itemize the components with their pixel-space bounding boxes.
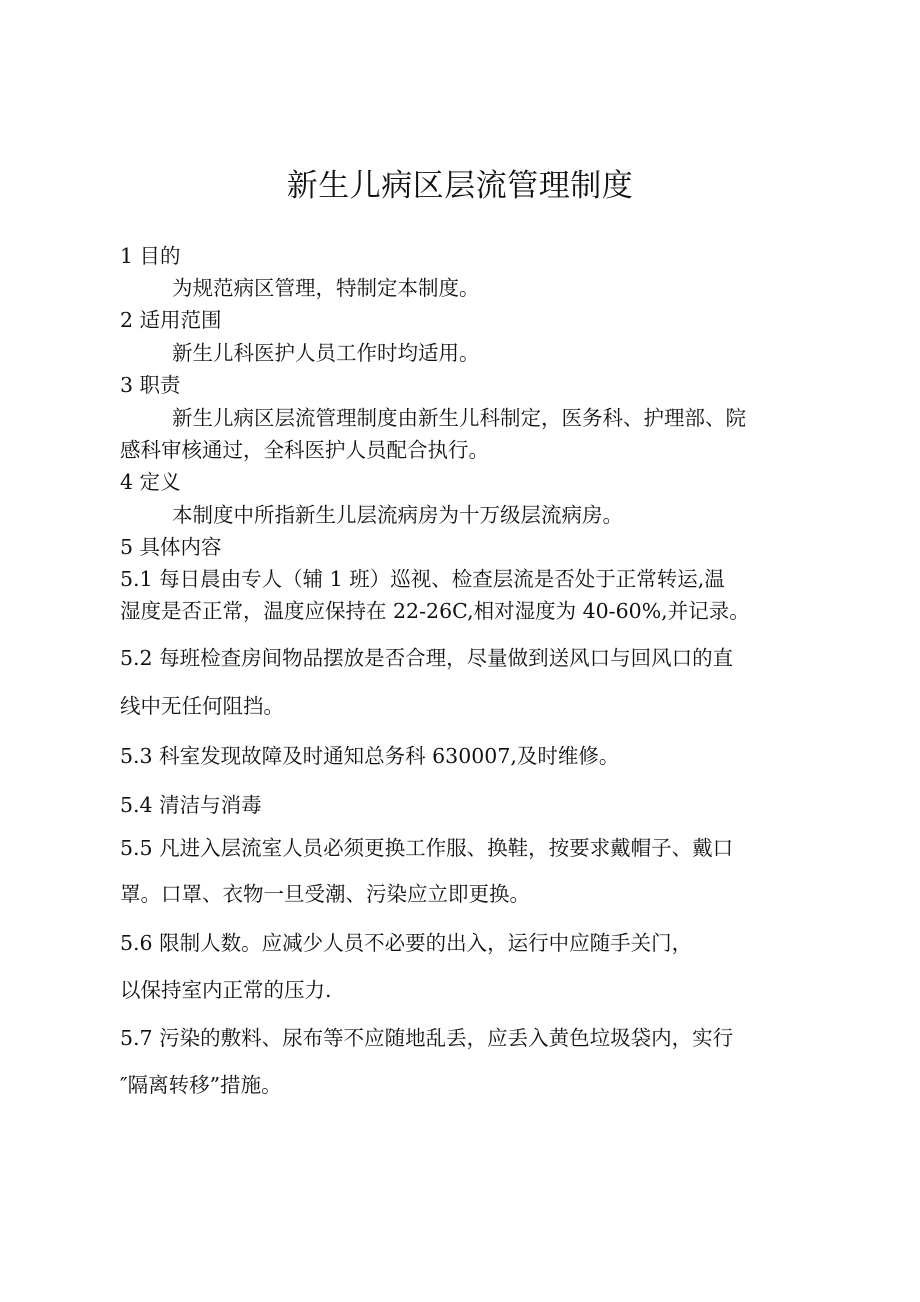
section-4-text: 本制度中所指新生儿层流病房为十万级层流病房。 [172,503,623,527]
section-1-text: 为规范病区管理，特制定本制度。 [172,276,480,300]
paragraph-5-6-line-2: 以保持室内正常的压力. [120,978,332,1002]
paragraph-5-7-line-2: ″隔离转移”措施。 [120,1073,282,1097]
section-1-heading: 1 目的 [120,244,181,268]
section-2-text: 新生儿科医护人员工作时均适用。 [172,341,480,365]
paragraph-5-3: 5.3 科室发现故障及时通知总务科 630007,及时维修。 [120,744,620,768]
paragraph-5-2-line-1: 5.2 每班检查房间物品摆放是否合理，尽量做到送风口与回风口的直 [120,646,734,670]
section-3-text-line-2: 感科审核通过，全科医护人员配合执行。 [120,438,489,462]
paragraph-5-1-line-2: 湿度是否正常，温度应保持在 22-26C,相对湿度为 40-60%,并记录。 [120,599,750,623]
section-4-heading: 4 定义 [120,470,181,494]
section-3-text-line-1: 新生儿病区层流管理制度由新生儿科制定，医务科、护理部、院 [172,406,746,430]
paragraph-5-1-line-1: 5.1 每日晨由专人（辅 1 班）巡视、检查层流是否处于正常转运,温 [120,567,725,591]
paragraph-5-7-line-1: 5.7 污染的敷料、尿布等不应随地乱丢，应丢入黄色垃圾袋内，实行 [120,1026,734,1050]
page-title: 新生儿病区层流管理制度 [286,168,634,204]
section-2-heading: 2 适用范围 [120,308,222,332]
paragraph-5-4: 5.4 清洁与消毒 [120,793,262,817]
section-3-heading: 3 职责 [120,373,181,397]
section-5-heading: 5 具体内容 [120,535,222,559]
paragraph-5-5-line-1: 5.5 凡进入层流室人员必须更换工作服、换鞋，按要求戴帽子、戴口 [120,836,734,860]
paragraph-5-2-line-2: 线中无任何阻挡。 [120,694,284,718]
paragraph-5-5-line-2: 罩。口罩、衣物一旦受潮、污染应立即更换。 [120,882,530,906]
paragraph-5-6-line-1: 5.6 限制人数。应减少人员不必要的出入，运行中应随手关门， [120,931,693,955]
